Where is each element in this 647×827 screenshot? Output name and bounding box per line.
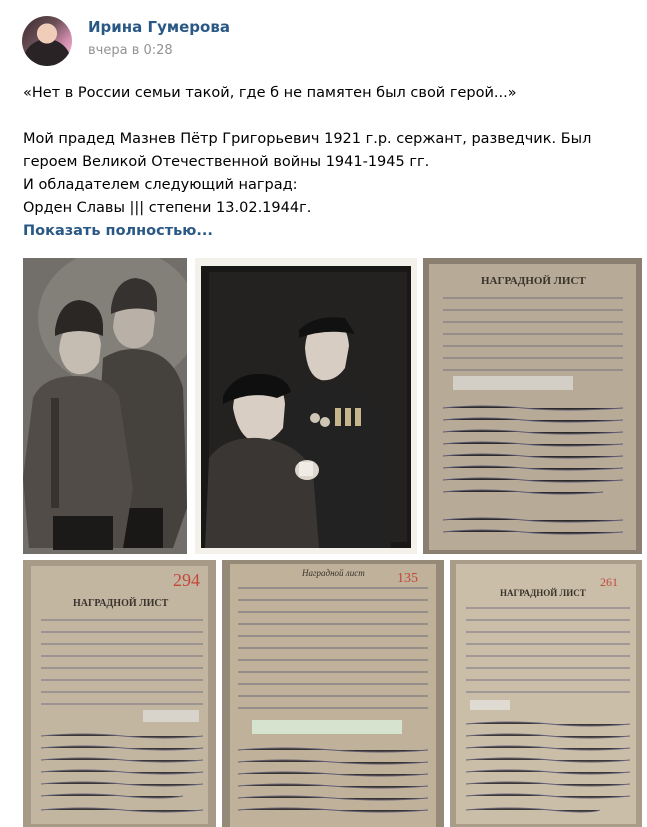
- post-text-gap: [23, 105, 623, 128]
- award-sheet-photo: [423, 258, 642, 554]
- author-avatar[interactable]: [22, 16, 72, 66]
- post-text-line: героем Великой Отечественной войны 1941-1945 гг.: [23, 154, 430, 170]
- stamp-number: 135: [397, 571, 418, 586]
- soldiers-winter-photo: [23, 258, 187, 554]
- soldiers-toast-photo: [195, 258, 417, 554]
- post-photo-3[interactable]: [423, 258, 642, 554]
- award-sheet-header: НАГРАДНОЙ ЛИСТ: [73, 598, 169, 609]
- post-text-line: Орден Славы ||| степени 13.02.1944г.: [23, 200, 312, 216]
- post-photo-2[interactable]: [195, 258, 417, 554]
- post-photo-1[interactable]: [23, 258, 187, 554]
- post-text-line: И обладателем следующий наград:: [23, 177, 298, 193]
- post-photo-4[interactable]: [23, 560, 216, 827]
- post-photo-6[interactable]: [450, 560, 642, 827]
- show-more-link[interactable]: Показать полностью...: [23, 223, 213, 239]
- post-text-line: «Нет в России семьи такой, где б не памятен был свой герой...»: [23, 85, 517, 101]
- stamp-number: 261: [600, 575, 618, 589]
- post-photo-5[interactable]: [222, 560, 444, 827]
- post-text-line: Мой прадед Мазнев Пётр Григорьевич 1921 г.р. сержант, разведчик. Был: [23, 131, 592, 147]
- award-sheet-header: Наградной лист: [302, 568, 365, 578]
- author-name[interactable]: Ирина Гумерова: [88, 18, 230, 36]
- stamp-number: 294: [173, 570, 200, 590]
- award-sheet-photo: [23, 560, 216, 827]
- post-text: [23, 82, 623, 220]
- award-sheet-photo: [450, 560, 642, 827]
- award-sheet-photo: [222, 560, 444, 827]
- post-time[interactable]: вчера в 0:28: [88, 43, 173, 58]
- award-sheet-header: НАГРАДНОЙ ЛИСТ: [481, 275, 586, 287]
- award-sheet-header: НАГРАДНОЙ ЛИСТ: [500, 588, 586, 598]
